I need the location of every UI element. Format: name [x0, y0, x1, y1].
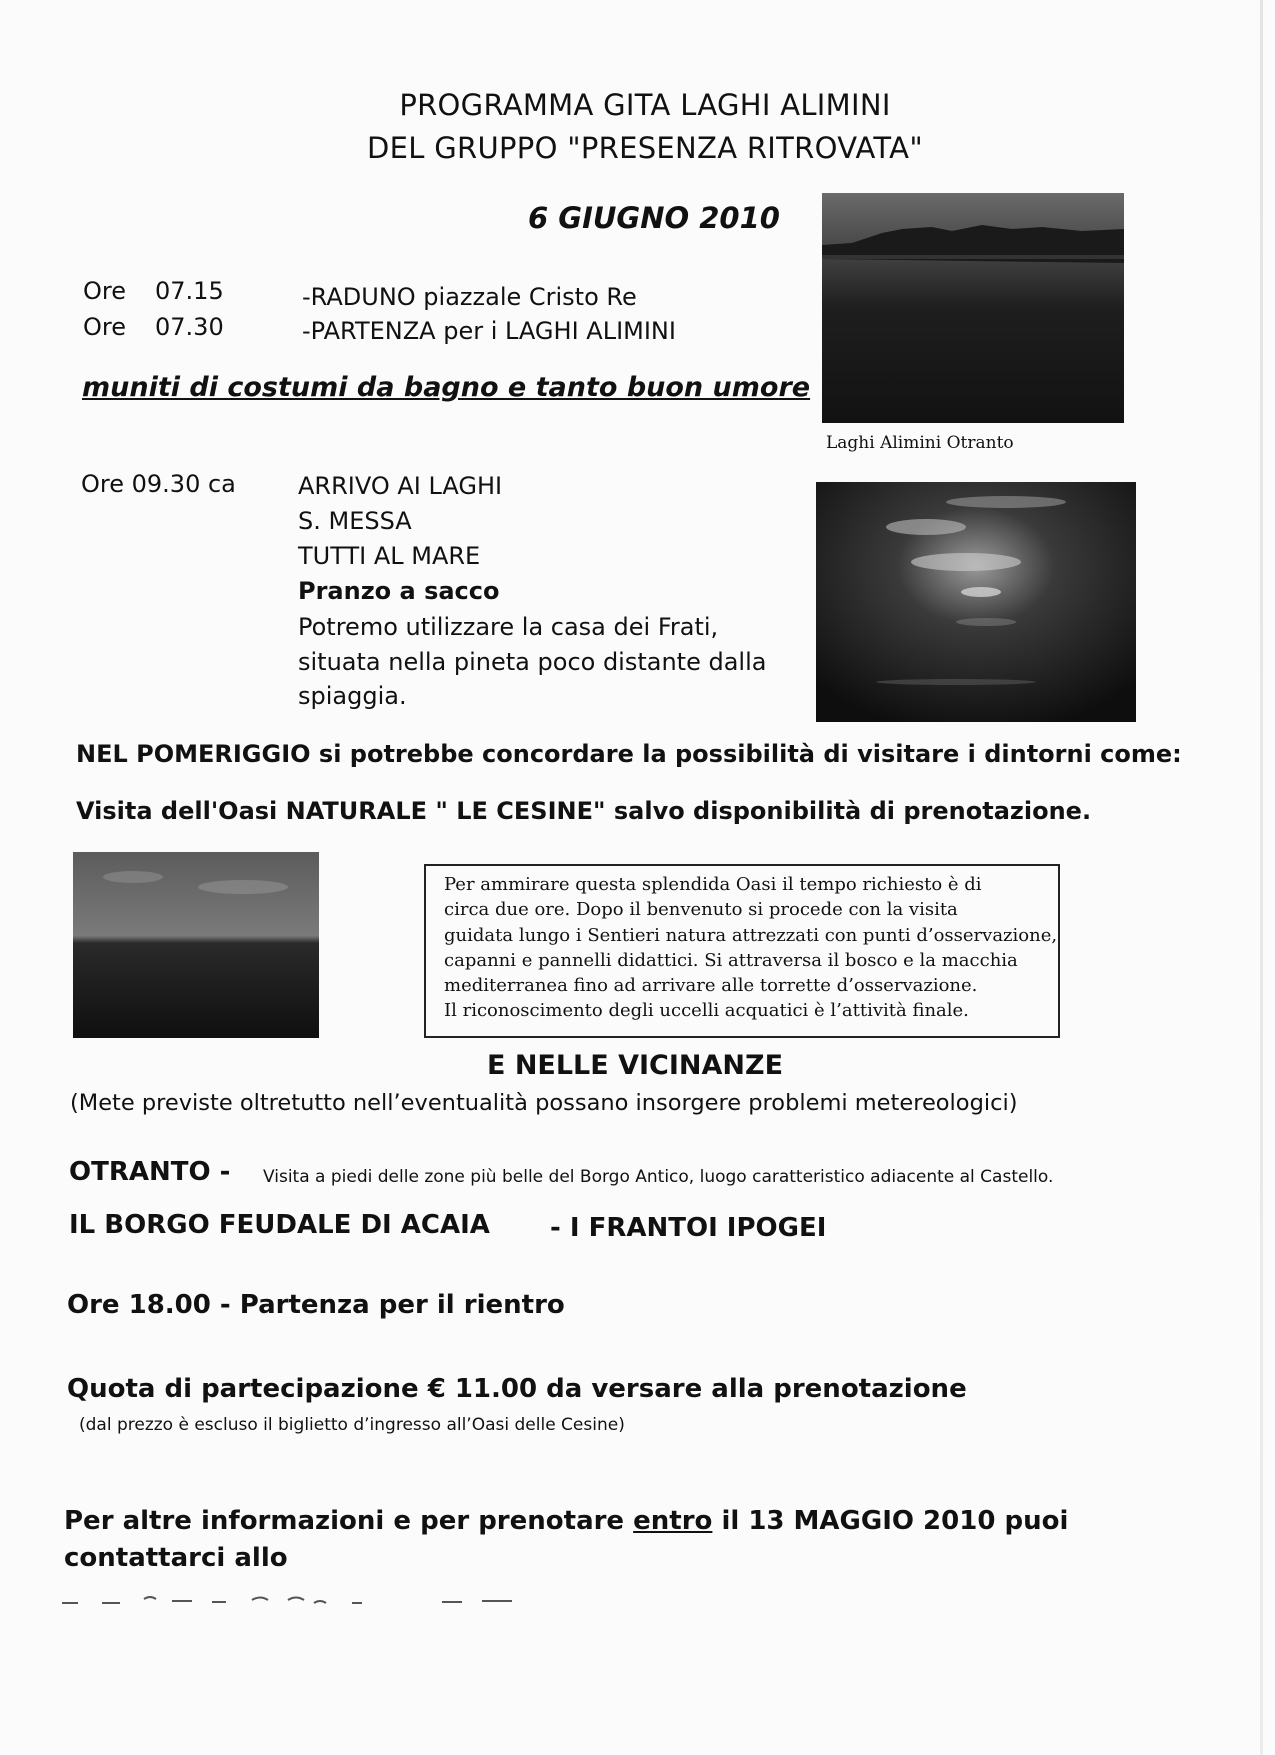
sunset-photo	[816, 482, 1136, 722]
oasi-visit: Visita dell'Oasi NATURALE " LE CESINE" salvo disponibilità di prenotazione.	[76, 797, 1092, 825]
page-title-line1: PROGRAMMA GITA LAGHI ALIMINI	[399, 88, 891, 122]
otranto-description: Visita a piedi delle zone più belle del Borgo Antico, luogo caratteristico adiacente al Castello.	[263, 1167, 1054, 1187]
arrival-time: Ore 09.30 ca	[81, 470, 236, 498]
schedule-label: Ore	[83, 277, 126, 305]
contact-part1: Per altre informazioni e per prenotare	[64, 1506, 634, 1536]
frantoi-ipogei: - I FRANTOI IPOGEI	[550, 1213, 827, 1243]
oasi-line: mediterranea fino ad arrivare alle torrette d’osservazione.	[444, 975, 978, 997]
arrival-note-line: spiaggia.	[298, 682, 407, 710]
photo-caption: Laghi Alimini Otranto	[826, 433, 1014, 453]
page-title-line2: DEL GRUPPO "PRESENZA RITROVATA"	[367, 131, 923, 165]
nearby-subheading: (Mete previste oltretutto nell’eventualità possano insorgere problemi metereologici)	[70, 1090, 1018, 1116]
schedule-time: 07.30	[155, 313, 224, 341]
arrival-item: S. MESSA	[298, 507, 412, 535]
oasi-line: Il riconoscimento degli uccelli acquatici è l’attività finale.	[444, 1000, 969, 1022]
fee-text: Quota di partecipazione € 11.00 da versare alla prenotazione	[67, 1374, 967, 1404]
afternoon-line	[76, 740, 1182, 768]
borgo-acaia: IL BORGO FEUDALE DI ACAIA	[69, 1210, 490, 1240]
schedule-item: -RADUNO piazzale Cristo Re	[302, 283, 637, 311]
schedule-time: 07.15	[155, 277, 224, 305]
lake-photo	[822, 193, 1124, 423]
contact-part2: il 13 MAGGIO 2010 puoi	[712, 1506, 1069, 1536]
oasi-line: Per ammirare questa splendida Oasi il tempo richiesto è di	[444, 874, 982, 895]
lunch-label: Pranzo a sacco	[298, 577, 500, 605]
oasi-line: capanni e pannelli didattici. Si attraversa il bosco e la macchia	[444, 949, 1018, 971]
motto-text: muniti di costumi da bagno e tanto buon umore	[82, 372, 811, 403]
nearby-heading: E NELLE VICINANZE	[486, 1050, 784, 1081]
contact-line1	[64, 1506, 1068, 1536]
arrival-item: TUTTI AL MARE	[298, 542, 481, 570]
contact-deadline-word: entro	[633, 1506, 713, 1536]
cut-off-text-fragment	[62, 1594, 522, 1608]
schedule-item: -PARTENZA per i LAGHI ALIMINI	[302, 317, 676, 345]
fee-note: (dal prezzo è escluso il biglietto d’ingresso all’Oasi delle Cesine)	[79, 1415, 625, 1435]
schedule-label: Ore	[83, 313, 126, 341]
oasi-line: guidata lungo i Sentieri natura attrezzati con punti d’osservazione,	[444, 924, 1058, 946]
scan-edge	[1260, 0, 1263, 1755]
arrival-item: ARRIVO AI LAGHI	[298, 472, 503, 500]
return-time: Ore 18.00 - Partenza per il rientro	[67, 1290, 565, 1320]
afternoon-lead: NEL POMERIGGIO	[76, 740, 311, 768]
event-date: 6 GIUGNO 2010	[528, 201, 780, 235]
oasi-photo	[73, 852, 319, 1038]
oasi-line: circa due ore. Dopo il benvenuto si procede con la visita	[444, 899, 958, 921]
oasi-description-box	[424, 864, 1060, 1038]
contact-line2: contattarci allo	[64, 1543, 288, 1573]
arrival-note-line: situata nella pineta poco distante dalla	[298, 648, 767, 676]
otranto-label: OTRANTO -	[69, 1157, 231, 1187]
afternoon-text: si potrebbe concordare la possibilità di visitare i dintorni come:	[310, 740, 1182, 768]
arrival-note-line: Potremo utilizzare la casa dei Frati,	[298, 613, 719, 641]
